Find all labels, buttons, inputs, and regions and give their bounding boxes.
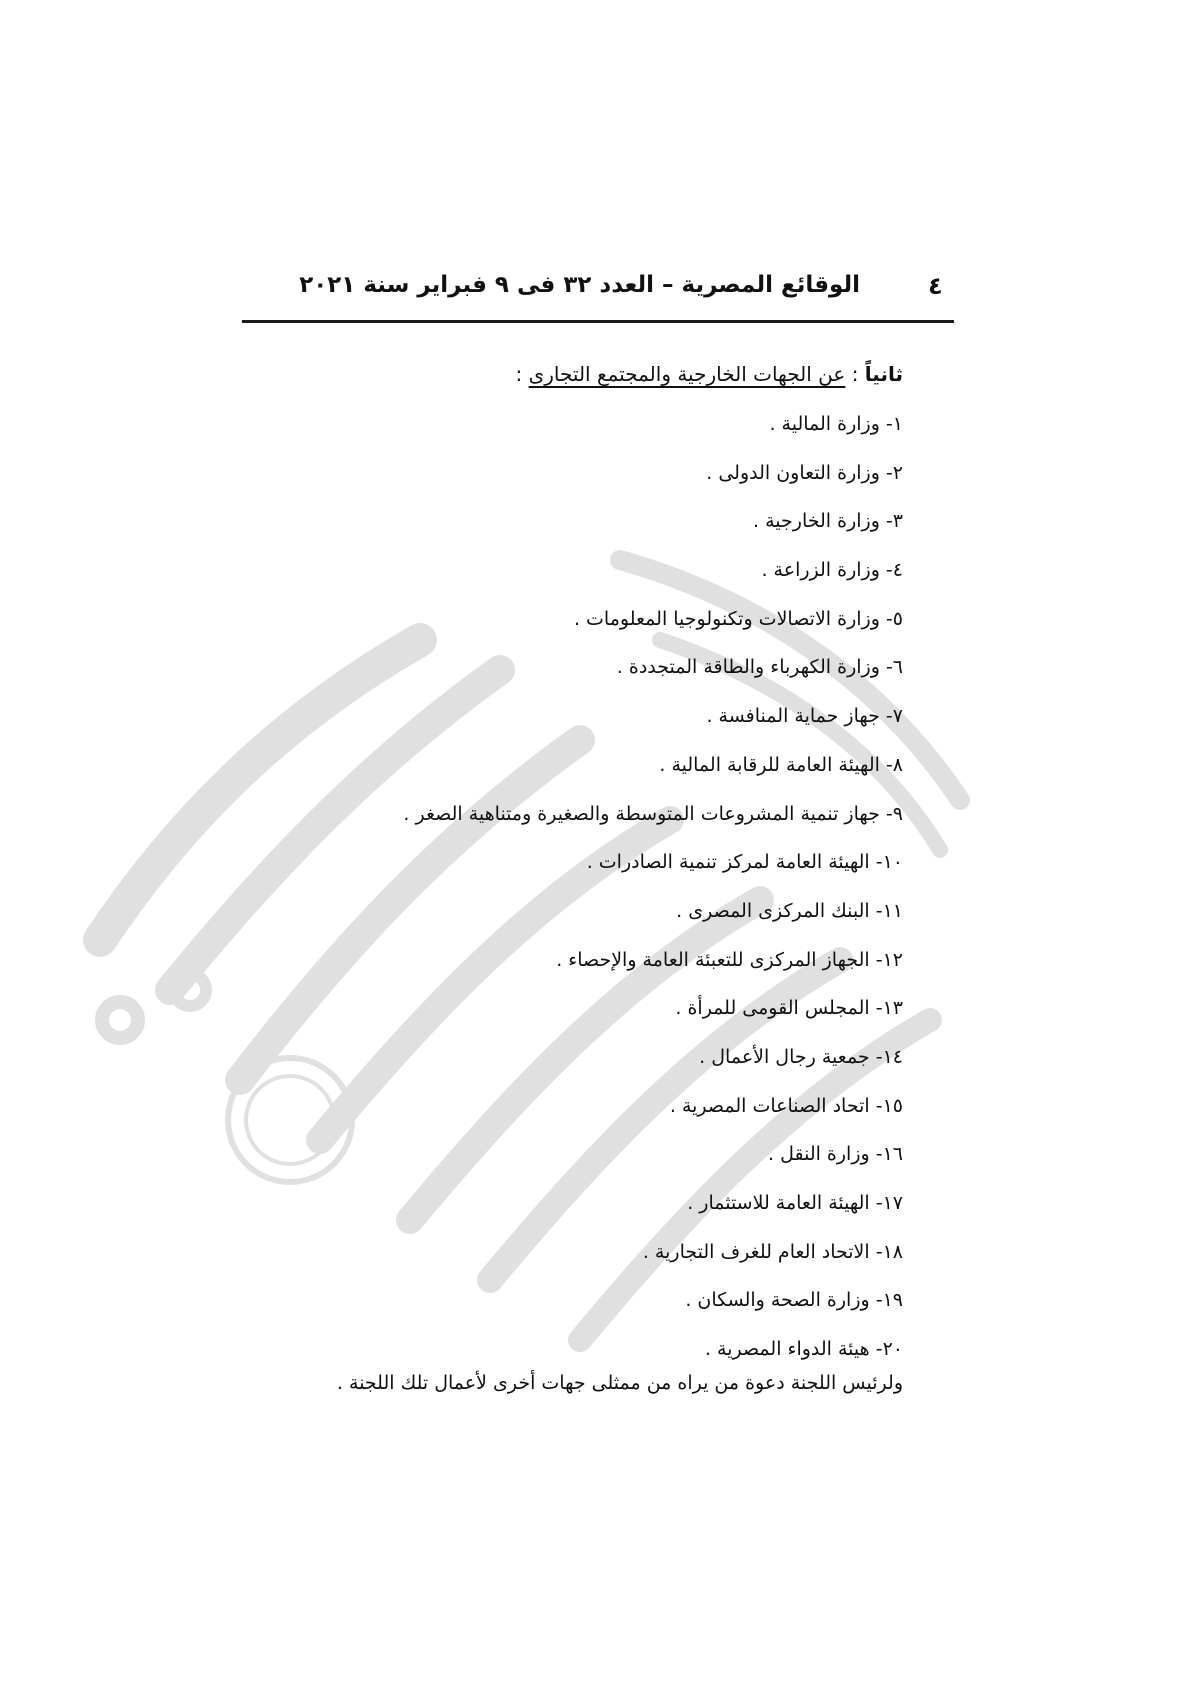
list-item: ٢- وزارة التعاون الدولى . xyxy=(706,461,903,484)
list-item: ١٤- جمعية رجال الأعمال . xyxy=(699,1045,903,1068)
list-item: ١٣- المجلس القومى للمرأة . xyxy=(675,997,903,1020)
list-item: ٦- وزارة الكهرباء والطاقة المتجددة . xyxy=(616,656,903,679)
gazette-header-title: الوقائع المصرية – العدد ٣٢ فى ٩ فبراير سنة ٢٠٢١ xyxy=(299,272,860,298)
list-item: ١٨- الاتحاد العام للغرف التجارية . xyxy=(642,1240,903,1263)
list-item: ٤- وزارة الزراعة . xyxy=(761,559,903,582)
list-item: ١٠- الهيئة العامة لمركز تنمية الصادرات . xyxy=(586,851,903,874)
closing-paragraph: ولرئيس اللجنة دعوة من يراه من ممثلى جهات أخرى لأعمال تلك اللجنة . xyxy=(336,1372,903,1394)
list-item: ١٢- الجهاز المركزى للتعبئة العامة والإحصاء . xyxy=(556,948,903,971)
list-item: ٥- وزارة الاتصالات وتكنولوجيا المعلومات . xyxy=(573,607,903,630)
list-item: ٩- جهاز تنمية المشروعات المتوسطة والصغيرة ومتناهية الصغر . xyxy=(403,802,903,825)
section-separator: : xyxy=(845,362,865,386)
list-item: ٨- الهيئة العامة للرقابة المالية . xyxy=(659,753,903,776)
list-item: ١٩- وزارة الصحة والسكان . xyxy=(685,1289,903,1312)
list-item: ١١- البنك المركزى المصرى . xyxy=(676,899,903,922)
list-item: ٧- جهاز حماية المنافسة . xyxy=(706,705,903,728)
entities-list xyxy=(403,406,903,1380)
list-item: ٢٠- هيئة الدواء المصرية . xyxy=(704,1338,903,1361)
list-item: ١- وزارة المالية . xyxy=(769,413,903,435)
list-item: ١٧- الهيئة العامة للاستثمار . xyxy=(687,1192,903,1214)
section-heading xyxy=(515,362,903,386)
list-item: ٣- وزارة الخارجية . xyxy=(753,510,903,533)
section-lead: ثانياً xyxy=(864,362,903,386)
page-number: ٤ xyxy=(928,272,943,300)
header-divider xyxy=(242,320,954,323)
section-topic: عن الجهات الخارجية والمجتمع التجارى xyxy=(528,362,846,386)
section-suffix: : xyxy=(515,362,529,386)
list-item: ١٦- وزارة النقل . xyxy=(768,1143,903,1166)
list-item: ١٥- اتحاد الصناعات المصرية . xyxy=(669,1094,903,1117)
